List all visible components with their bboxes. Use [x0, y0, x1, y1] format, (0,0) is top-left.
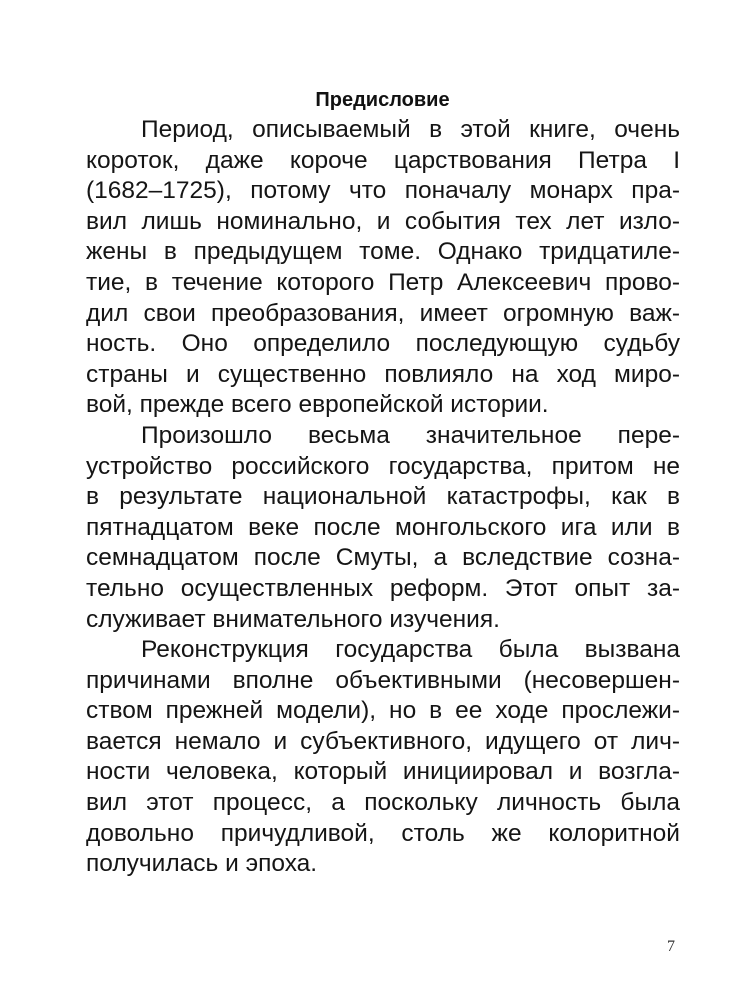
- text-line: вил этот процесс, а поскольку личность была: [86, 789, 680, 817]
- text-line: ность. Оно определило последующую судьбу: [86, 330, 680, 358]
- text-line: довольно причудливой, столь же колоритной: [86, 819, 680, 847]
- chapter-heading: Предисловие: [315, 89, 450, 111]
- text-line: Произошло весьма значительное пере-: [141, 421, 680, 449]
- text-line: тие, в течение которого Петр Алексеевич прово-: [86, 268, 680, 296]
- text-line: короток, даже короче царствования Петра I: [86, 146, 680, 174]
- text-line: (1682–1725), потому что поначалу монарх пра-: [86, 177, 680, 205]
- page-number: 7: [667, 938, 675, 955]
- body-text: [86, 115, 680, 880]
- text-line: причинами вполне объективными (несовершен-: [86, 666, 680, 694]
- text-line: Реконструкция государства была вызвана: [141, 636, 680, 664]
- paragraph: [86, 115, 680, 421]
- text-line: служивает внимательного изучения.: [86, 605, 500, 633]
- text-line: ством прежней модели), но в ее ходе прослежи-: [86, 697, 680, 725]
- text-line: страны и существенно повлияло на ход миро-: [86, 360, 680, 388]
- text-line: дил свои преобразования, имеет огромную важ-: [86, 299, 680, 327]
- text-line: вается немало и субъективного, идущего от лич-: [86, 727, 680, 755]
- text-line: устройство российского государства, притом не: [86, 452, 680, 480]
- text-line: вой, прежде всего европейской истории.: [86, 391, 549, 419]
- paragraph: [86, 635, 680, 880]
- text-line: пятнадцатом веке после монгольского ига или в: [86, 513, 680, 541]
- text-line: семнадцатом после Смуты, а вследствие созна-: [86, 544, 680, 572]
- text-line: вил лишь номинально, и события тех лет изло-: [86, 207, 680, 235]
- paragraph: [86, 421, 680, 635]
- text-line: тельно осуществленных реформ. Этот опыт за-: [86, 574, 680, 602]
- text-line: жены в предыдущем томе. Однако тридцатиле-: [86, 238, 680, 266]
- text-line: ности человека, который инициировал и возгла-: [86, 758, 680, 786]
- text-line: Период, описываемый в этой книге, очень: [141, 116, 680, 143]
- text-line: получилась и эпоха.: [86, 850, 318, 878]
- text-line: в результате национальной катастрофы, как в: [86, 483, 680, 511]
